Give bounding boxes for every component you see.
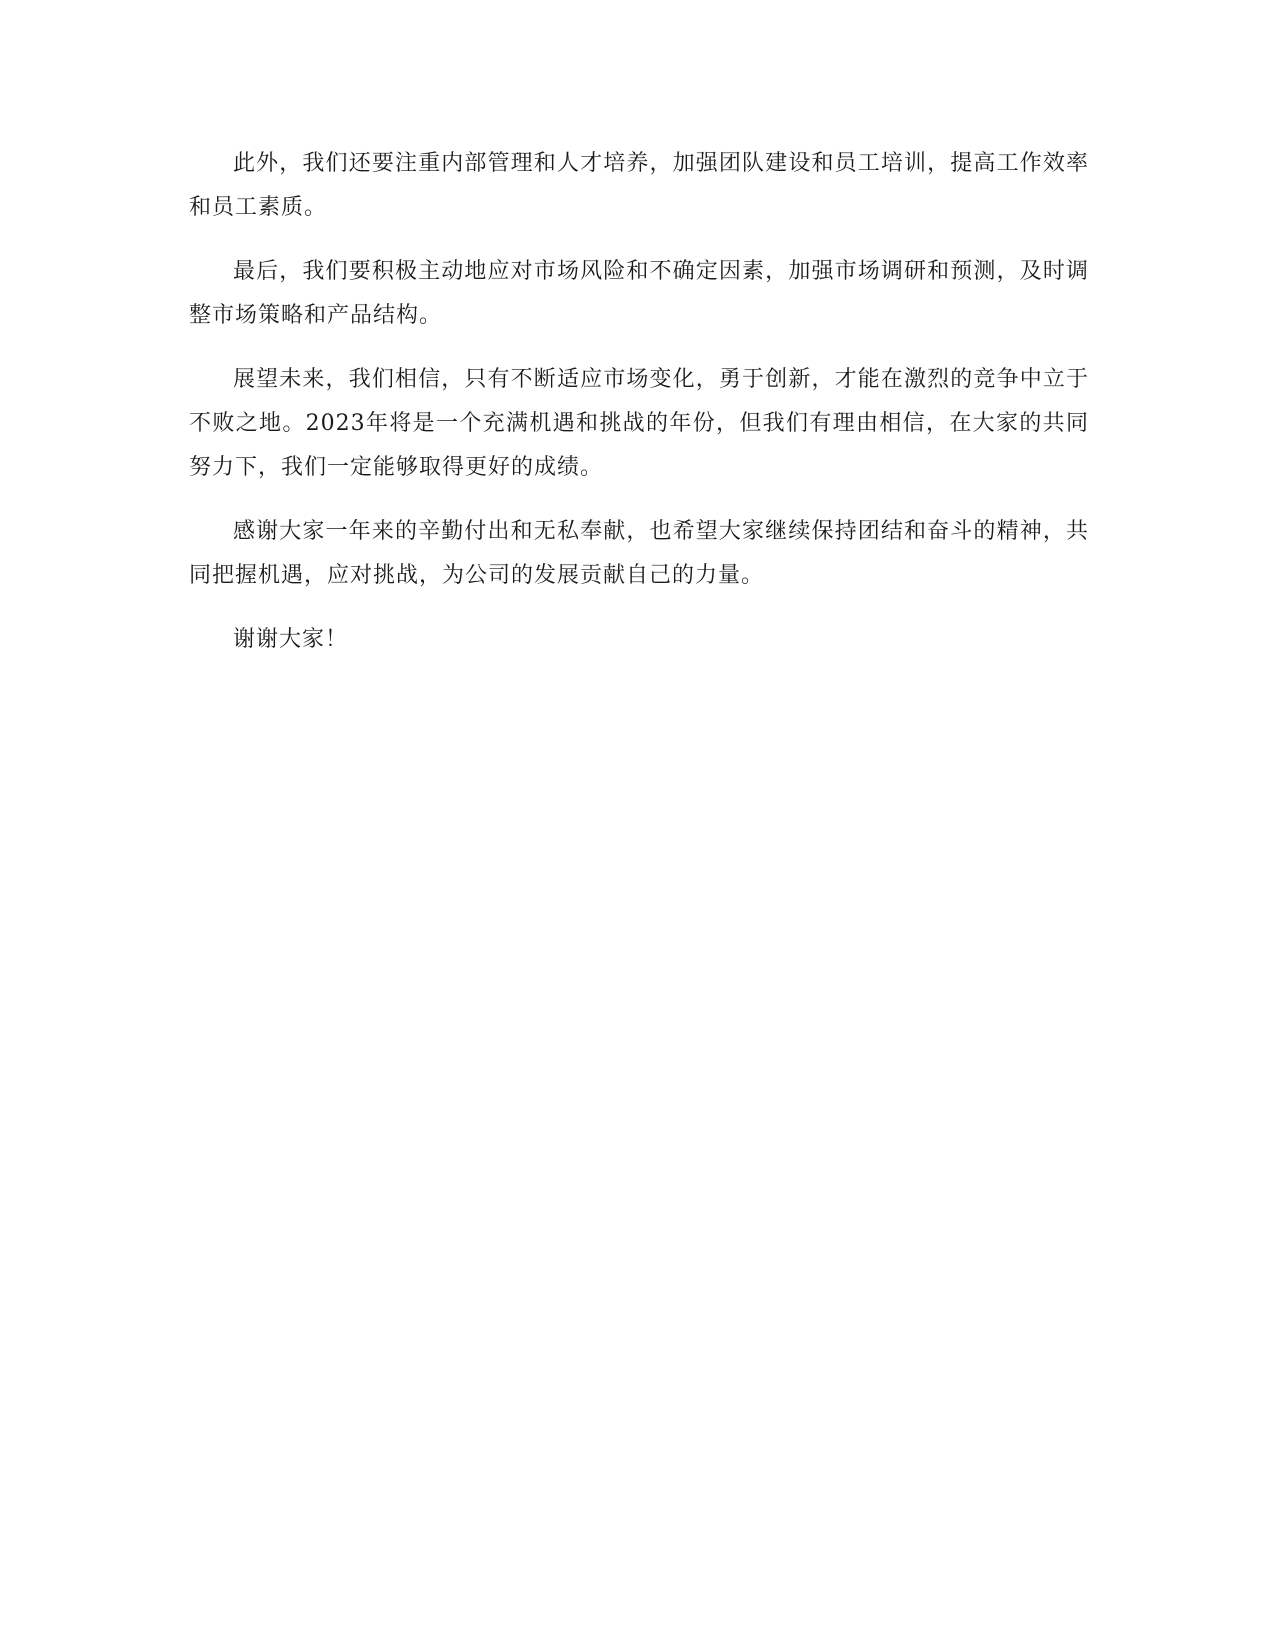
paragraph-outlook: 展望未来，我们相信，只有不断适应市场变化，勇于创新，才能在激烈的竞争中立于不败之地。2023年将是一个充满机遇和挑战的年份，但我们有理由相信，在大家的共同努力下，我们一定能够取得更好的成绩。 [189, 367, 1089, 480]
paragraph-management: 此外，我们还要注重内部管理和人才培养，加强团队建设和员工培训，提高工作效率和员工素质。 [189, 151, 1089, 220]
document-body [189, 142, 1089, 682]
paragraph-market-risk: 最后，我们要积极主动地应对市场风险和不确定因素，加强市场调研和预测，及时调整市场策略和产品结构。 [189, 259, 1089, 328]
paragraph-closing: 谢谢大家！ [233, 627, 349, 652]
paragraph-thanks: 感谢大家一年来的辛勤付出和无私奉献，也希望大家继续保持团结和奋斗的精神，共同把握机遇，应对挑战，为公司的发展贡献自己的力量。 [189, 519, 1089, 588]
